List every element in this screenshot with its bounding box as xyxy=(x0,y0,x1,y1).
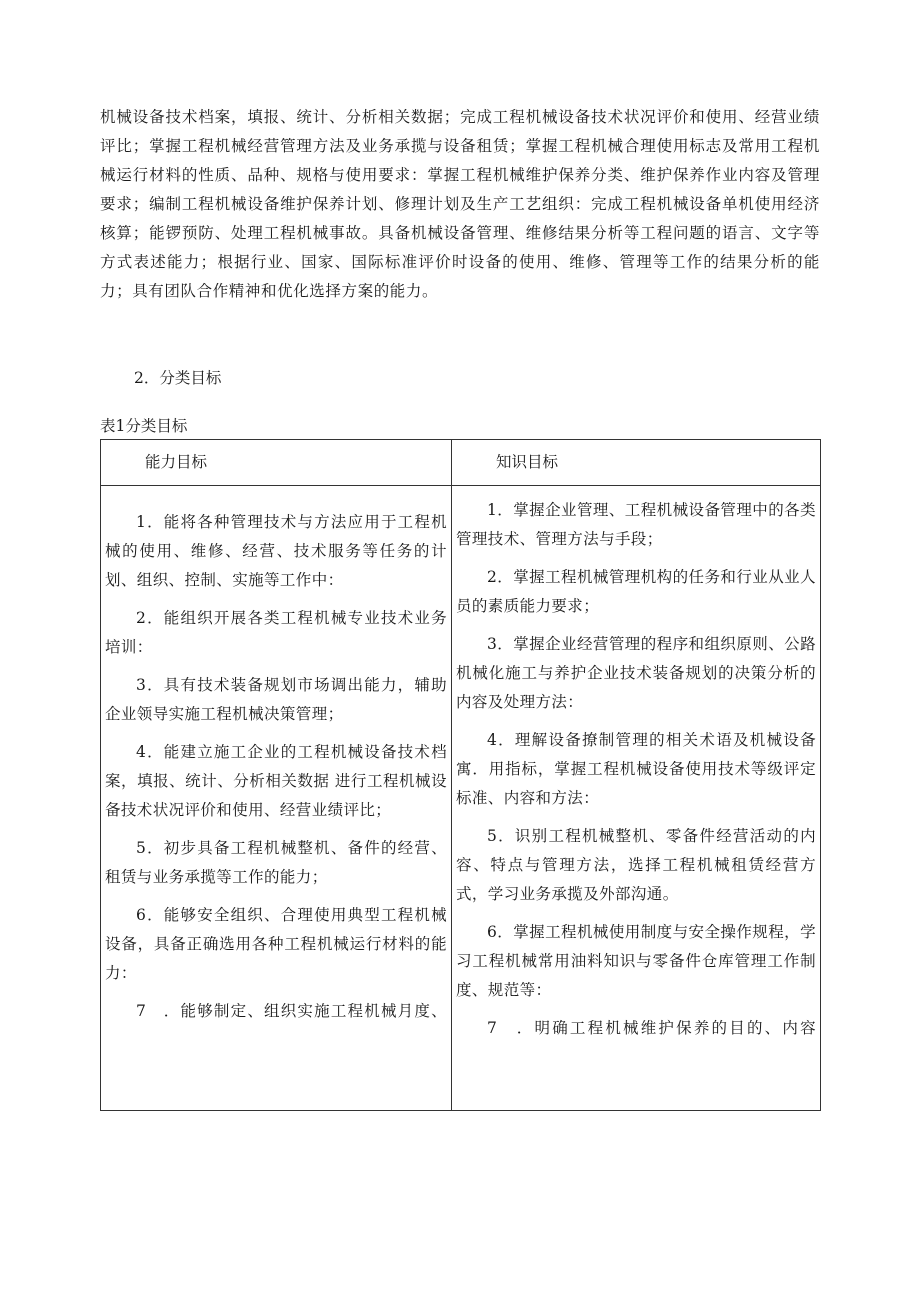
ability-item: 3．具有技术装备规划市场调出能力，辅助企业领导实施工程机械决策管理； xyxy=(105,676,447,723)
knowledge-item: 7 ．明确工程机械维护保养的目的、内容 xyxy=(487,1019,816,1037)
ability-item: 1．能将各种管理技术与方法应用于工程机械的使用、维修、经营、技术服务等任务的计划、组织、控制、实施等工作中： xyxy=(105,513,447,589)
table-caption: 表1分类目标 xyxy=(100,417,188,435)
knowledge-item: 3．掌握企业经营管理的程序和组织原则、公路机械化施工与养护企业技术装备规划的决策分析的内容及处理方法： xyxy=(456,635,816,711)
ability-item: 5．初步具备工程机械整机、备件的经营、租赁与业务承揽等工作的能力； xyxy=(105,839,447,886)
ability-cell xyxy=(101,486,452,1111)
body-paragraph: 机械设备技术档案，填报、统计、分析相关数据；完成工程机械设备技术状况评价和使用、经营业绩评比；掌握工程机械经营管理方法及业务承揽与设备租赁；掌握工程机械合理使用标志及常用工程机械运行材料的性质、品种、规格与使用要求：掌握工程机械维护保养分类、维护保养作业内容及管理要求；编制工程机械设备维护保养计划、修理计划及生产工艺组织：完成工程机械设备单机使用经济核算；能锣预防、处理工程机械事故。具备机械设备管理、维修结果分析等工程问题的语言、文字等方式表述能力；根据行业、国家、国际标准评价时设备的使用、维修、管理等工作的结果分析的能力；具有团队合作精神和优化选择方案的能力。 xyxy=(100,108,820,300)
header-knowledge: 知识目标 xyxy=(452,440,821,486)
ability-item: 6．能够安全组织、合理使用典型工程机械设备，具备正确选用各种工程机械运行材料的能力： xyxy=(105,906,447,982)
knowledge-item: 6．掌握工程机械使用制度与安全操作规程，学习工程机械常用油料知识与零备件仓库管理工作制度、规范等： xyxy=(456,923,816,999)
ability-item: 4．能建立施工企业的工程机械设备技术档案，填报、统计、分析相关数据 进行工程机械设备技术状况评价和使用、经营业绩评比； xyxy=(105,743,447,819)
table-row xyxy=(101,486,821,1111)
ability-item: 7 ．能够制定、组织实施工程机械月度、 xyxy=(136,1002,447,1020)
classification-table xyxy=(100,439,821,1111)
knowledge-cell xyxy=(452,486,821,1111)
knowledge-item: 1．掌握企业管理、工程机械设备管理中的各类管理技术、管理方法与手段； xyxy=(456,501,816,548)
header-ability: 能力目标 xyxy=(101,440,452,486)
table-header-row xyxy=(101,440,821,486)
ability-item: 2．能组织开展各类工程机械专业技术业务培训： xyxy=(105,609,447,656)
knowledge-item: 5．识别工程机械整机、零备件经营活动的内容、特点与管理方法，选择工程机械租赁经营方式，学习业务承揽及外部沟通。 xyxy=(456,827,816,903)
knowledge-item: 4．理解设备撩制管理的相关术语及机械设备寓．用指标，掌握工程机械设备使用技术等级评定标准、内容和方法： xyxy=(456,731,816,807)
section-heading: 2．分类目标 xyxy=(134,369,222,387)
knowledge-item: 2．掌握工程机械管理机构的任务和行业从业人员的素质能力要求； xyxy=(456,568,816,615)
